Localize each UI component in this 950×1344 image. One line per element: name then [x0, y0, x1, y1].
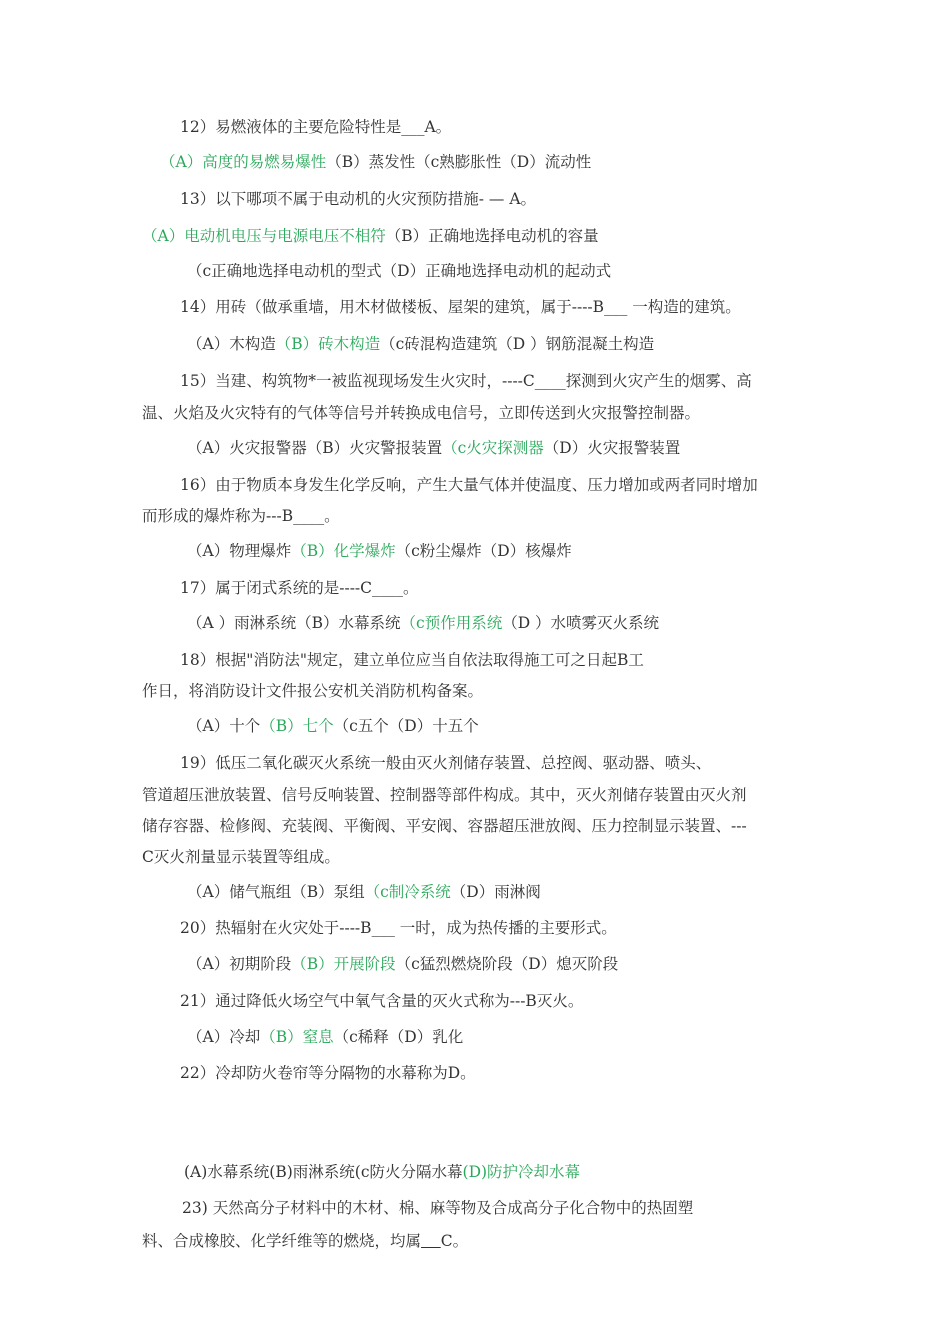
q22-stem: 22）冷却防火卷帘等分隔物的水幕称为D。	[180, 1064, 476, 1082]
q18-stem-line1: 18）根据"消防法"规定，建立单位应当自依法取得施工可之日起B工	[180, 651, 644, 669]
q12-options	[160, 151, 591, 173]
q19-stem-line4: C灭火剂量显示装置等组成。	[142, 848, 340, 866]
q22-answer-d: (D)防护冷却水幕	[462, 1163, 581, 1181]
q17-option-d: （D ）水喷雾灭火系统	[502, 614, 660, 632]
q18-stem-line2: 作日，将消防设计文件报公安机关消防机构备案。	[142, 682, 484, 700]
q21-stem: 21）通过降低火场空气中氧气含量的灭火式称为---B灭火。	[180, 992, 584, 1010]
q13-stem: 13）以下哪项不属于电动机的火灾预防措施- — A。	[180, 190, 537, 208]
q18-other-options: （c五个（D）十五个	[333, 717, 479, 735]
q20-options	[187, 953, 618, 975]
q15-options	[187, 437, 680, 459]
q18-option-a: （A）十个	[187, 717, 261, 735]
q17-options-ab: （A ）雨淋系统（B）水幕系统	[187, 614, 401, 632]
q19-stem-line1: 19）低压二氧化碳灭火系统一般由灭火剂储存装置、总控阀、驱动器、喷头、	[180, 754, 712, 772]
q13-options-ab	[142, 225, 599, 247]
q12-other-options: （B）蒸发性（c熟膨胀性（D）流动性	[326, 153, 592, 171]
q21-options	[187, 1026, 463, 1048]
q16-option-a: （A）物理爆炸	[187, 542, 292, 560]
q23-stem-line2	[142, 1230, 468, 1252]
q13-answer-a: （A）电动机电压与电源电压不相符	[142, 227, 386, 245]
q20-option-a: （A）初期阶段	[187, 955, 292, 973]
q16-options	[187, 540, 572, 562]
q20-answer-b: （B）开展阶段	[291, 955, 396, 973]
q17-options	[187, 612, 659, 634]
q19-options	[187, 881, 541, 903]
q19-stem-line2: 管道超压泄放装置、信号反响装置、控制器等部件构成。其中，灭火剂储存装置由灭火剂	[142, 786, 747, 804]
q15-options-ab: （A）火灾报警器（B）火灾警报装置	[187, 439, 443, 457]
q14-answer-b: （B）砖木构造	[275, 335, 381, 353]
q14-other-options: （c砖混构造建筑（D ）钢筋混凝土构造	[380, 335, 655, 353]
q20-other-options: （c猛烈燃烧阶段（D）熄灭阶段	[395, 955, 619, 973]
q18-options	[187, 715, 479, 737]
q15-answer-c: （c火灾探测器	[442, 439, 544, 457]
q13-option-b: （B）正确地选择电动机的容量	[385, 227, 599, 245]
q14-option-a: （A）木构造	[187, 335, 276, 353]
q21-other-options: （c稀释（D）乳化	[333, 1028, 464, 1046]
q23-stem-line1: 23) 天然高分子材料中的木材、棉、麻等物及合成高分子化合物中的热固塑	[182, 1199, 694, 1217]
q21-option-a: （A）冷却	[187, 1028, 261, 1046]
q22-options-abc: (A)水幕系统(B)雨淋系统(c防火分隔水幕	[184, 1163, 463, 1181]
q22-options	[184, 1161, 580, 1183]
q15-option-d: （D）火灾报警装置	[543, 439, 681, 457]
q18-answer-b: （B）七个	[260, 717, 334, 735]
q16-stem-line2: 而形成的爆炸称为---B____。	[142, 507, 340, 525]
q21-answer-b: （B）窒息	[260, 1028, 334, 1046]
q19-options-ab: （A）储气瓶组（B）泵组	[187, 883, 365, 901]
q16-answer-b: （B）化学爆炸	[291, 542, 396, 560]
q23-answer-text: C。	[440, 1232, 469, 1250]
q19-answer-c: （c制冷系统	[364, 883, 451, 901]
q20-stem: 20）热辐射在火灾处于----B___ 一时，成为热传播的主要形式。	[180, 919, 617, 937]
q14-options	[187, 333, 654, 355]
q16-stem-line1: 16）由于物质本身发生化学反响，产生大量气体并使温度、压力增加或两者同时增加	[180, 476, 758, 494]
q23-stem-text: 料、合成橡胶、化学纤维等的燃烧，均属	[142, 1232, 422, 1250]
q17-answer-c: （c预作用系统	[400, 614, 503, 632]
q12-answer-a: （A）高度的易燃易爆性	[160, 153, 327, 171]
q23-answer-blank	[421, 1232, 441, 1250]
q15-stem-line2: 温、火焰及火灾特有的气体等信号并转换成电信号，立即传送到火灾报警控制器。	[142, 404, 701, 422]
q19-option-d: （D）雨淋阀	[450, 883, 541, 901]
q12-stem: 12）易燃液体的主要危险特性是___A。	[180, 118, 452, 136]
q17-stem: 17）属于闭式系统的是----C____。	[180, 579, 419, 597]
q15-stem-line1: 15）当建、构筑物*一被监视现场发生火灾时，----C____探测到火灾产生的烟雾、高	[180, 372, 752, 390]
q13-options-cd: （c正确地选择电动机的型式（D）正确地选择电动机的起动式	[187, 262, 612, 280]
q14-stem: 14）用砖（做承重墙，用木材做楼板、屋架的建筑，属于----B___ 一构造的建筑。	[180, 298, 741, 316]
q19-stem-line3: 储存容器、检修阀、充装阀、平衡阀、平安阀、容器超压泄放阀、压力控制显示装置、---	[142, 817, 747, 835]
q16-other-options: （c粉尘爆炸（D）核爆炸	[395, 542, 572, 560]
